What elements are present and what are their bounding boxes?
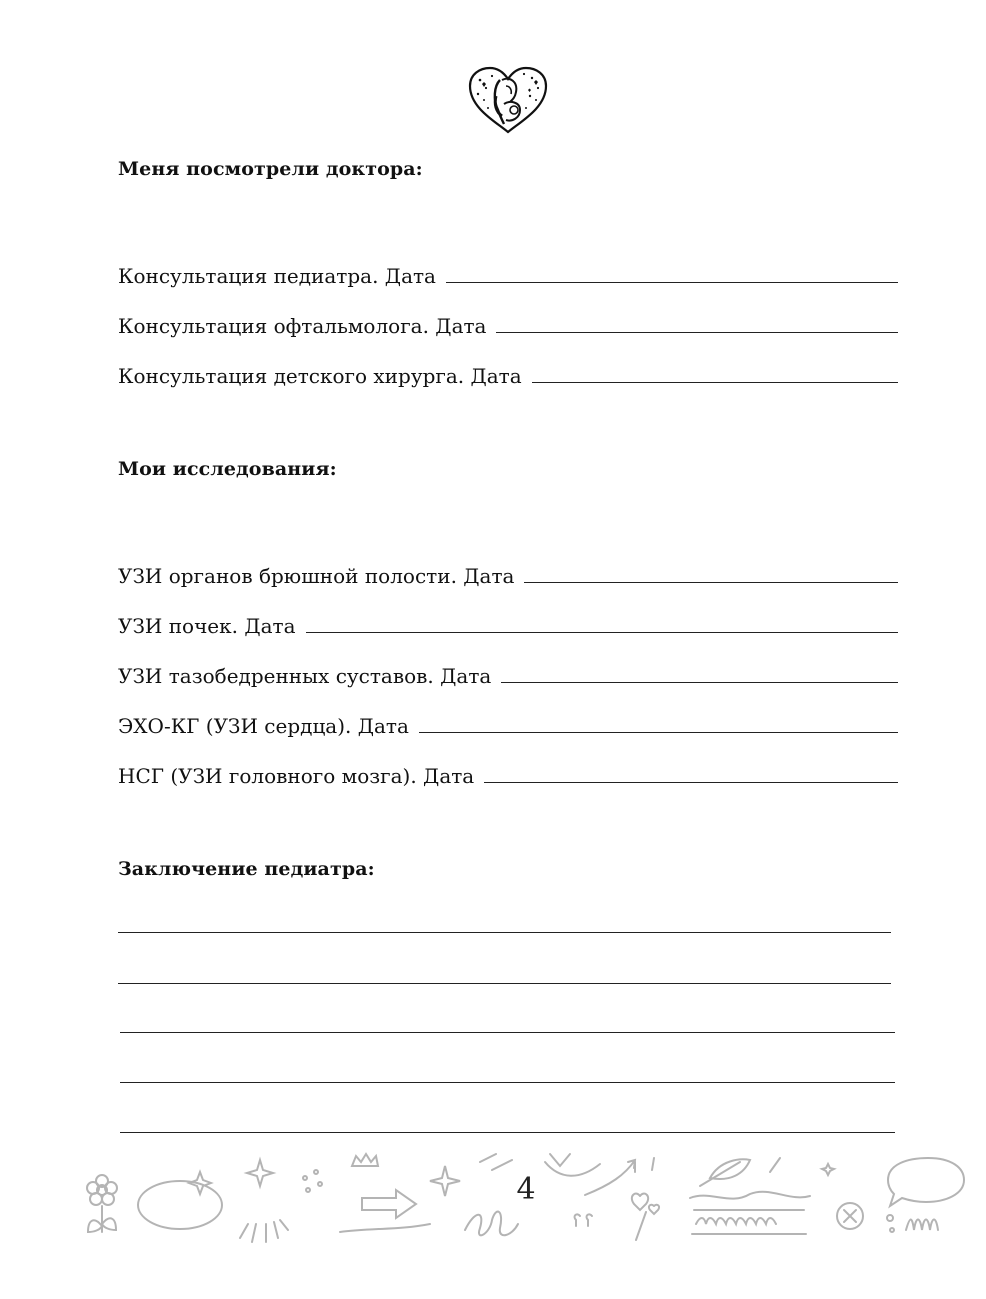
section-heading-doctors: Меня посмотрели доктора: [118,158,423,180]
date-field[interactable] [501,682,898,683]
date-field[interactable] [419,732,898,733]
doctor-entry-row [118,358,898,388]
section-heading-conclusion: Заключение педиатра: [118,858,375,880]
research-entry-row [118,608,898,638]
date-field[interactable] [532,382,898,383]
doctor-entry-row [118,258,898,288]
research-entry-label: ЭХО-КГ (УЗИ сердца). Дата [118,714,409,738]
section-heading-research: Мои исследования: [118,458,337,480]
date-field[interactable] [484,782,898,783]
research-entry-row [118,758,898,788]
doctor-entry-label: Консультация детского хирурга. Дата [118,364,522,388]
research-entry-label: УЗИ тазобедренных суставов. Дата [118,664,492,688]
research-entry-label: УЗИ органов брюшной полости. Дата [118,564,515,588]
date-field[interactable] [524,582,898,583]
doctor-entry-label: Консультация офтальмолога. Дата [118,314,487,338]
conclusion-line[interactable] [120,1132,895,1133]
page-number: 4 [516,1172,536,1207]
flower-icon [87,1175,117,1232]
heart-mother-child-icon [466,66,550,134]
research-entry-label: УЗИ почек. Дата [118,614,296,638]
doctor-entry-row [118,308,898,338]
date-field[interactable] [496,332,898,333]
research-entry-row [118,658,898,688]
conclusion-line[interactable] [118,983,891,984]
date-field[interactable] [446,282,898,283]
research-entry-label: НСГ (УЗИ головного мозга). Дата [118,764,475,788]
date-field[interactable] [306,632,898,633]
research-entry-row [118,708,898,738]
doctor-entry-label: Консультация педиатра. Дата [118,264,436,288]
conclusion-line[interactable] [120,1032,895,1033]
research-entry-row [118,558,898,588]
conclusion-line[interactable] [120,1082,895,1083]
conclusion-line[interactable] [118,932,891,933]
